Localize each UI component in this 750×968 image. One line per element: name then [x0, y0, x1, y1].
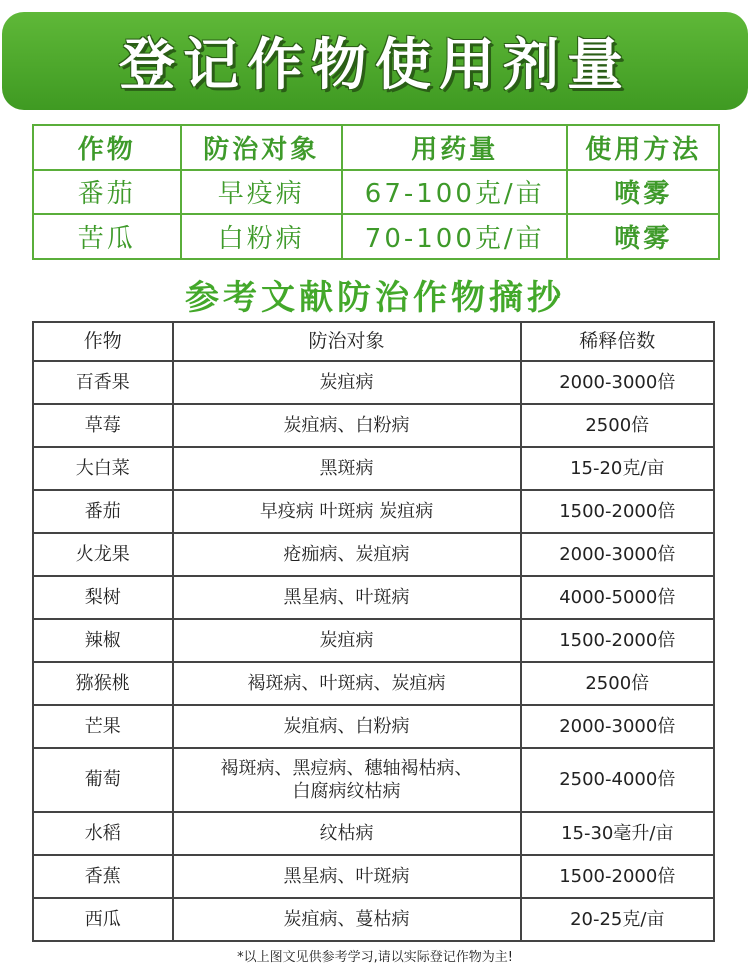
target-cell: 炭疽病、白粉病 — [173, 404, 521, 447]
crop-cell: 草莓 — [33, 404, 173, 447]
reference-subtitle: 参考文献防治作物摘抄 — [185, 278, 565, 318]
method-cell: 喷雾 — [567, 214, 719, 259]
crop-cell: 百香果 — [33, 361, 173, 404]
reference-row — [33, 533, 714, 576]
header-dosage: 用药量 — [342, 125, 567, 170]
dosage-cell: 70-100克/亩 — [342, 214, 567, 259]
crop-cell: 西瓜 — [33, 898, 173, 941]
target-cell: 黑斑病 — [173, 447, 521, 490]
registration-header-row — [33, 125, 719, 170]
crop-cell: 苦瓜 — [33, 214, 181, 259]
reference-table — [32, 321, 715, 942]
target-cell: 褐斑病、黑痘病、穗轴褐枯病、白腐病纹枯病 — [173, 748, 521, 812]
reference-row — [33, 812, 714, 855]
dilution-cell: 15-20克/亩 — [521, 447, 714, 490]
reference-row — [33, 748, 714, 812]
crop-cell: 辣椒 — [33, 619, 173, 662]
header-crop: 作物 — [33, 125, 181, 170]
reference-row — [33, 490, 714, 533]
dilution-cell: 2500-4000倍 — [521, 748, 714, 812]
crop-cell: 猕猴桃 — [33, 662, 173, 705]
reference-row — [33, 447, 714, 490]
banner-title: 登记作物使用剂量 — [119, 33, 631, 98]
dilution-cell: 2000-3000倍 — [521, 533, 714, 576]
target-cell: 炭疽病、蔓枯病 — [173, 898, 521, 941]
registration-row — [33, 214, 719, 259]
method-cell: 喷雾 — [567, 170, 719, 215]
dilution-cell: 20-25克/亩 — [521, 898, 714, 941]
header-method: 使用方法 — [567, 125, 719, 170]
crop-cell: 大白菜 — [33, 447, 173, 490]
target-cell: 黑星病、叶斑病 — [173, 855, 521, 898]
dilution-cell: 4000-5000倍 — [521, 576, 714, 619]
footnote: *以上图文见供参考学习,请以实际登记作物为主! — [237, 950, 513, 965]
target-cell: 炭疽病、白粉病 — [173, 705, 521, 748]
crop-cell: 火龙果 — [33, 533, 173, 576]
reference-header-row — [33, 322, 714, 361]
dilution-cell: 2000-3000倍 — [521, 361, 714, 404]
crop-cell: 芒果 — [33, 705, 173, 748]
dosage-cell: 67-100克/亩 — [342, 170, 567, 215]
dilution-cell: 1500-2000倍 — [521, 619, 714, 662]
crop-cell: 梨树 — [33, 576, 173, 619]
reference-row — [33, 898, 714, 941]
reference-row — [33, 576, 714, 619]
crop-cell: 葡萄 — [33, 748, 173, 812]
reference-row — [33, 361, 714, 404]
dilution-cell: 2500倍 — [521, 662, 714, 705]
target-cell: 疮痂病、炭疽病 — [173, 533, 521, 576]
target-cell: 早疫病 — [181, 170, 343, 215]
header-target: 防治对象 — [173, 322, 521, 361]
reference-row — [33, 404, 714, 447]
dilution-cell: 1500-2000倍 — [521, 490, 714, 533]
crop-cell: 水稻 — [33, 812, 173, 855]
reference-row — [33, 855, 714, 898]
title-banner — [2, 12, 748, 110]
reference-row — [33, 662, 714, 705]
target-cell: 白粉病 — [181, 214, 343, 259]
dilution-cell: 15-30毫升/亩 — [521, 812, 714, 855]
target-cell: 炭疽病 — [173, 361, 521, 404]
registration-table — [32, 124, 720, 260]
dilution-cell: 1500-2000倍 — [521, 855, 714, 898]
header-target: 防治对象 — [181, 125, 343, 170]
header-dilution: 稀释倍数 — [521, 322, 714, 361]
registration-row — [33, 170, 719, 215]
crop-cell: 番茄 — [33, 170, 181, 215]
target-cell: 黑星病、叶斑病 — [173, 576, 521, 619]
target-cell: 纹枯病 — [173, 812, 521, 855]
dilution-cell: 2500倍 — [521, 404, 714, 447]
target-cell: 炭疽病 — [173, 619, 521, 662]
crop-cell: 番茄 — [33, 490, 173, 533]
crop-cell: 香蕉 — [33, 855, 173, 898]
dilution-cell: 2000-3000倍 — [521, 705, 714, 748]
reference-row — [33, 619, 714, 662]
header-crop: 作物 — [33, 322, 173, 361]
reference-row — [33, 705, 714, 748]
target-cell: 褐斑病、叶斑病、炭疽病 — [173, 662, 521, 705]
target-cell: 早疫病 叶斑病 炭疽病 — [173, 490, 521, 533]
